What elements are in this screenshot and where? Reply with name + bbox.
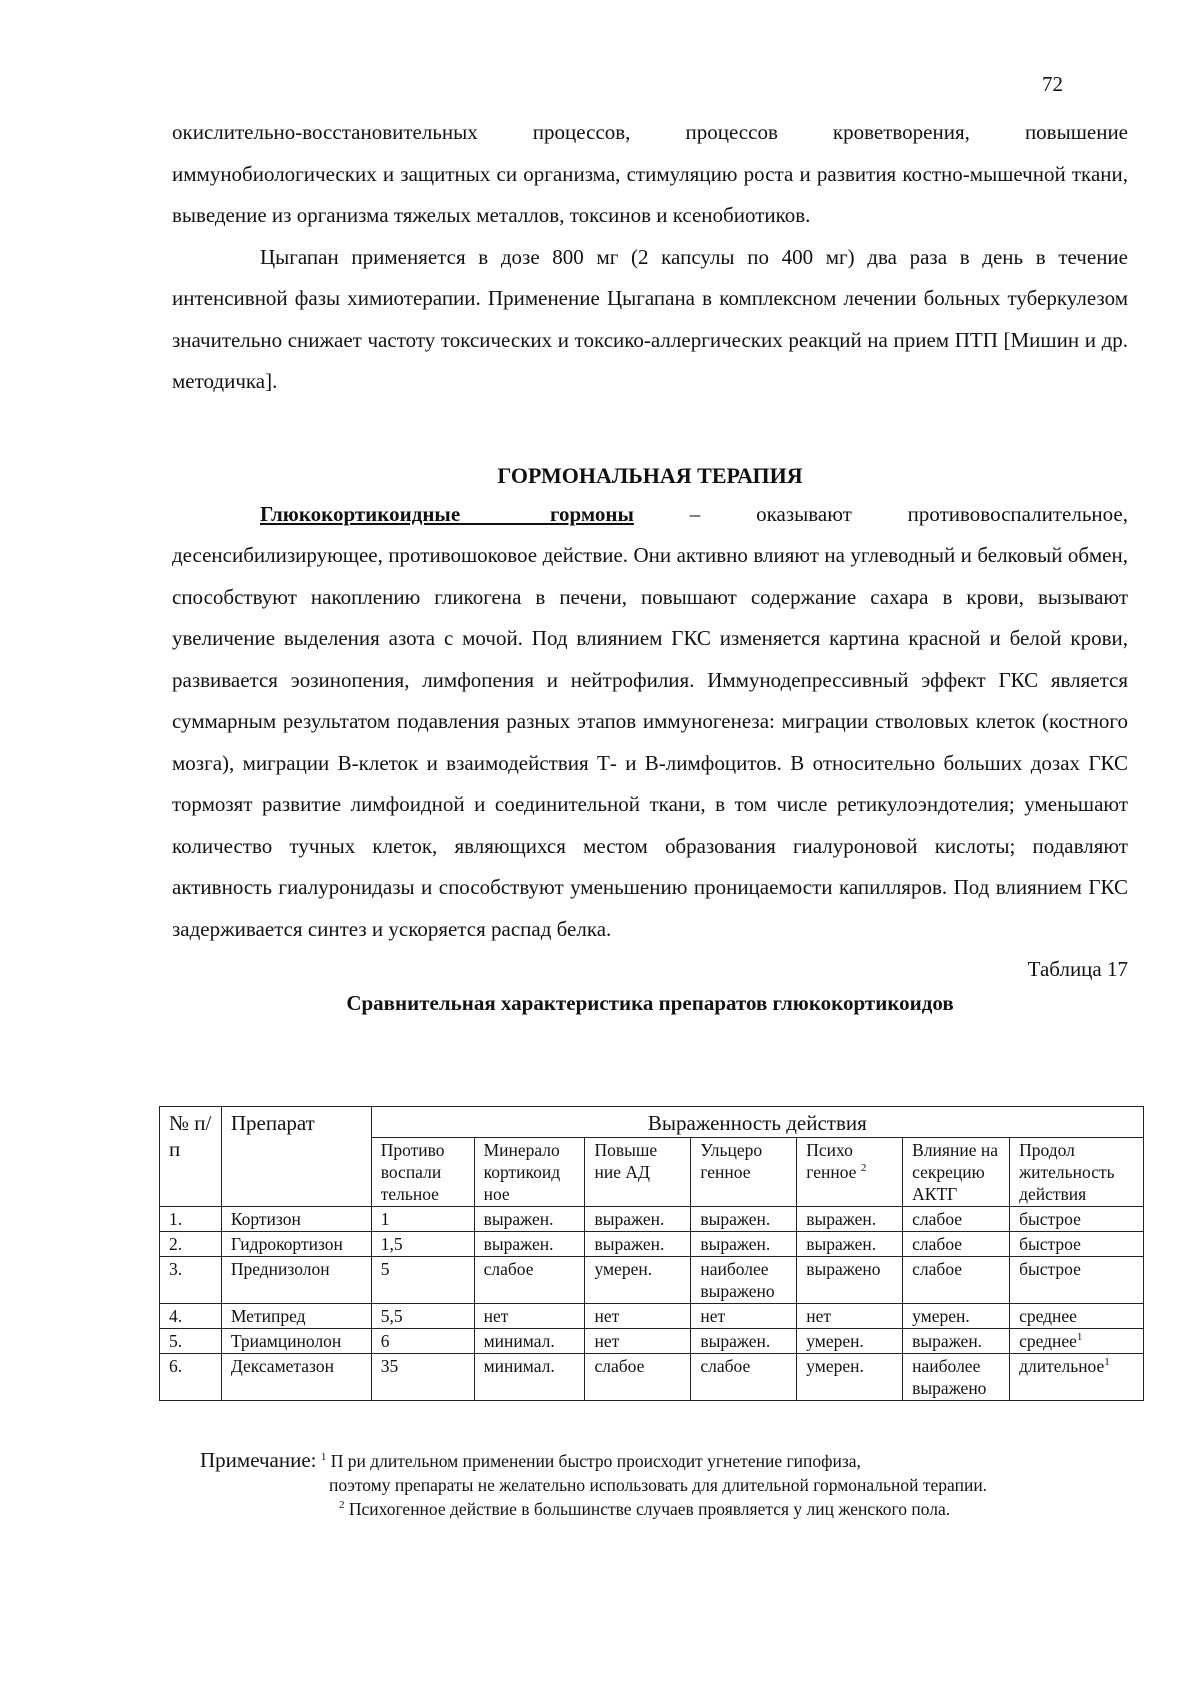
cell-drug-text: Триамцинолон <box>230 1331 342 1351</box>
cell-mineralocorticoid-text: минимал. <box>483 1356 555 1376</box>
cell-blood-pressure-text: нет <box>594 1331 620 1351</box>
cell-ulcerogenic <box>691 1354 797 1401</box>
cell-mineralocorticoid <box>474 1329 585 1354</box>
table-body <box>160 1207 1144 1401</box>
paragraph-glucocorticoids-text: – оказывают противовоспалительное, десенсибилизирующее, противошоковое действие. Они активно влияют на углеводный и белковый обмен, способствуют накоплению гликогена в печени, повышают содержание сахара в крови, вызывают увеличение выделения азота с мочой. Под влиянием ГКС изменяется картина красной и белой крови, развивается эозинопения, лимфопения и нейтрофилия. Иммунодепрессивный эффект ГКС является суммарным результатом подавления разных этапов иммуногенеза: миграции стволовых клеток (костного мозга), миграции В-клеток и взаимодействия Т- и В-лимфоцитов. В относительно больших дозах ГКС тормозят развитие лимфоидной и соединительной ткани, в том числе ретикулоэндотелия; уменьшают количество тучных клеток, являющихся местом образования гиалуроновой кислоты; подавляют активность гиалуронидазы и способствуют уменьшению проницаемости капилляров. Под влиянием ГКС задерживается синтез и ускоряется распад белка. <box>172 501 1128 941</box>
table-label: Таблица 17 <box>1027 957 1128 981</box>
cell-num-text: 4. <box>169 1306 183 1326</box>
cell-blood-pressure-text: слабое <box>594 1356 645 1376</box>
cell-duration-text: быстрое <box>1019 1259 1081 1279</box>
cell-drug-text: Гидрокортизон <box>230 1234 343 1254</box>
cell-drug-text: Кортизон <box>230 1209 301 1229</box>
glucocorticoid-table <box>159 1106 1144 1401</box>
cell-ulcerogenic <box>691 1304 797 1329</box>
note-1-marker: 1 <box>320 1451 327 1464</box>
cell-ulcerogenic-text: выражен. <box>700 1234 771 1254</box>
note-2 <box>200 1497 1140 1521</box>
cell-psychogenic <box>797 1304 903 1329</box>
cell-psychogenic <box>797 1207 903 1232</box>
page-body <box>172 112 1128 1024</box>
header-acth: Влияние на секрецию АКТГ <box>903 1138 1010 1207</box>
footnote-ref-2: 2 <box>860 1162 867 1175</box>
cell-anti-inflammatory <box>371 1329 474 1354</box>
cell-acth-text: слабое <box>912 1234 963 1254</box>
note-1-line-2: поэтому препараты не желательно использовать для длительной гормональной терапии. <box>329 1475 988 1495</box>
cell-duration <box>1010 1257 1144 1304</box>
cell-blood-pressure-text: умерен. <box>594 1259 653 1279</box>
cell-drug <box>221 1329 371 1354</box>
cell-blood-pressure <box>585 1304 691 1329</box>
cell-acth-text: слабое <box>912 1209 963 1229</box>
page-number: 72 <box>1042 72 1063 96</box>
header-action-group: Выраженность действия <box>371 1107 1143 1138</box>
cell-ulcerogenic <box>691 1207 797 1232</box>
cell-ulcerogenic <box>691 1257 797 1304</box>
cell-ulcerogenic-text: слабое <box>700 1356 751 1376</box>
cell-acth-text: умерен. <box>912 1306 970 1326</box>
cell-mineralocorticoid-text: выражен. <box>483 1234 554 1254</box>
cell-anti-inflammatory-text: 35 <box>380 1356 399 1376</box>
cell-drug <box>221 1232 371 1257</box>
cell-num <box>160 1207 222 1232</box>
cell-duration-text: быстрое <box>1019 1209 1081 1229</box>
cell-ulcerogenic <box>691 1232 797 1257</box>
cell-psychogenic <box>797 1354 903 1401</box>
cell-num <box>160 1304 222 1329</box>
cell-anti-inflammatory-text: 5,5 <box>380 1306 403 1326</box>
cell-mineralocorticoid <box>474 1354 585 1401</box>
cell-psychogenic-text: выражен. <box>806 1234 877 1254</box>
footnote-ref-1: 1 <box>1076 1331 1083 1344</box>
cell-blood-pressure-text: выражен. <box>594 1209 665 1229</box>
header-drug: Препарат <box>221 1107 371 1207</box>
cell-psychogenic <box>797 1329 903 1354</box>
cell-num-text: 3. <box>169 1259 183 1279</box>
cell-anti-inflammatory-text: 1,5 <box>380 1234 403 1254</box>
cell-blood-pressure <box>585 1232 691 1257</box>
cell-blood-pressure <box>585 1329 691 1354</box>
cell-blood-pressure-text: выражен. <box>594 1234 665 1254</box>
cell-drug <box>221 1354 371 1401</box>
table-row <box>160 1329 1144 1354</box>
cell-anti-inflammatory <box>371 1354 474 1401</box>
cell-mineralocorticoid-text: слабое <box>483 1259 534 1279</box>
cell-anti-inflammatory-text: 1 <box>380 1209 390 1229</box>
cell-anti-inflammatory-text: 6 <box>380 1331 390 1351</box>
cell-blood-pressure <box>585 1354 691 1401</box>
cell-duration-text: быстрое <box>1019 1234 1081 1254</box>
cell-mineralocorticoid-text: минимал. <box>483 1331 555 1351</box>
cell-duration <box>1010 1304 1144 1329</box>
cell-acth-text: наиболее выражено <box>912 1356 987 1398</box>
cell-ulcerogenic-text: выражен. <box>700 1331 771 1351</box>
cell-num <box>160 1354 222 1401</box>
cell-num-text: 5. <box>169 1331 183 1351</box>
note-2-marker: 2 <box>339 1499 345 1512</box>
cell-mineralocorticoid-text: нет <box>483 1306 509 1326</box>
table-row <box>160 1207 1144 1232</box>
cell-acth-text: выражен. <box>912 1331 983 1351</box>
cell-anti-inflammatory <box>371 1207 474 1232</box>
header-mineralocorticoid: Минерало кортикоид ное <box>474 1138 585 1207</box>
footnote-ref-1: 1 <box>1104 1356 1110 1369</box>
cell-drug <box>221 1304 371 1329</box>
cell-mineralocorticoid <box>474 1257 585 1304</box>
term-glucocorticoid-hormones: Глюкокортикоидные гормоны <box>260 501 634 526</box>
cell-blood-pressure-text: нет <box>594 1306 620 1326</box>
cell-mineralocorticoid <box>474 1304 585 1329</box>
header-ulcerogenic: Ульцеро генное <box>691 1138 797 1207</box>
cell-drug-text: Дексаметазон <box>230 1356 334 1376</box>
table-title: Сравнительная характеристика препаратов глюкокортикоидов <box>346 991 954 1015</box>
header-num: № п/п <box>160 1107 222 1207</box>
cell-acth <box>903 1354 1010 1401</box>
cell-acth <box>903 1329 1010 1354</box>
cell-num <box>160 1232 222 1257</box>
header-duration: Продол жительность действия <box>1010 1138 1144 1207</box>
cell-duration <box>1010 1354 1144 1401</box>
cell-mineralocorticoid-text: выражен. <box>483 1209 554 1229</box>
table-header-row <box>160 1107 1144 1138</box>
cell-num-text: 1. <box>169 1209 183 1229</box>
cell-duration-text: среднее <box>1019 1306 1077 1326</box>
paragraph-cygapan: Цыгапан применяется в дозе 800 мг (2 капсулы по 400 мг) два раза в день в течение интенсивной фазы химиотерапии. Применение Цыгапана в комплексном лечении больных туберкулезом значительно снижает частоту токсических и токсико-аллергических реакций на прием ПТП [Мишин и др. методичка]. <box>172 244 1128 393</box>
cell-acth-text: слабое <box>912 1259 963 1279</box>
note-1-text: П ри длительном применении быстро происходит угнетение гипофиза, <box>330 1451 861 1471</box>
cell-duration-text: длительное <box>1019 1356 1105 1376</box>
cell-psychogenic-text: нет <box>806 1306 832 1326</box>
cell-anti-inflammatory <box>371 1257 474 1304</box>
cell-num-text: 6. <box>169 1356 183 1376</box>
cell-num-text: 2. <box>169 1234 183 1254</box>
header-anti-inflammatory: Противо воспали тельное <box>371 1138 474 1207</box>
note-2-text: Психогенное действие в большинстве случаев проявляется у лиц женского пола. <box>348 1499 951 1519</box>
header-psychogenic <box>797 1138 903 1207</box>
cell-anti-inflammatory-text: 5 <box>380 1259 390 1279</box>
cell-drug <box>221 1207 371 1232</box>
cell-ulcerogenic-text: наиболее выражено <box>700 1259 775 1301</box>
cell-mineralocorticoid <box>474 1207 585 1232</box>
header-psychogenic-text: Психо генное <box>806 1140 857 1182</box>
cell-mineralocorticoid <box>474 1232 585 1257</box>
cell-acth <box>903 1207 1010 1232</box>
cell-acth <box>903 1232 1010 1257</box>
cell-drug-text: Метипред <box>230 1306 306 1326</box>
table-row <box>160 1304 1144 1329</box>
table-notes <box>200 1448 1140 1521</box>
cell-blood-pressure <box>585 1207 691 1232</box>
cell-ulcerogenic-text: выражен. <box>700 1209 771 1229</box>
cell-ulcerogenic-text: нет <box>700 1306 726 1326</box>
header-blood-pressure: Повыше ние АД <box>585 1138 691 1207</box>
cell-psychogenic-text: выражен. <box>806 1209 877 1229</box>
table-row <box>160 1232 1144 1257</box>
table-row <box>160 1257 1144 1304</box>
cell-drug-text: Преднизолон <box>230 1259 330 1279</box>
cell-duration <box>1010 1232 1144 1257</box>
paragraph-glucocorticoids <box>172 494 1128 951</box>
cell-psychogenic-text: умерен. <box>806 1331 864 1351</box>
cell-drug <box>221 1257 371 1304</box>
cell-ulcerogenic <box>691 1329 797 1354</box>
cell-psychogenic <box>797 1232 903 1257</box>
cell-blood-pressure <box>585 1257 691 1304</box>
cell-psychogenic <box>797 1257 903 1304</box>
cell-acth <box>903 1257 1010 1304</box>
cell-num <box>160 1257 222 1304</box>
paragraph-continuation: окислительно-восстановительных процессов, процессов кроветворения, повышение иммунобиологических и защитных си организма, стимуляцию роста и развития костно-мышечной ткани, выведение из организма тяжелых металлов, токсинов и ксенобиотиков. <box>172 120 1128 227</box>
cell-acth <box>903 1304 1010 1329</box>
note-label: Примечание: <box>200 1448 317 1472</box>
cell-anti-inflammatory <box>371 1304 474 1329</box>
table-row <box>160 1354 1144 1401</box>
cell-duration <box>1010 1329 1144 1354</box>
cell-psychogenic-text: выражено <box>806 1259 881 1279</box>
note-1-line-1 <box>200 1448 1140 1473</box>
cell-anti-inflammatory <box>371 1232 474 1257</box>
cell-psychogenic-text: умерен. <box>806 1356 864 1376</box>
section-heading: ГОРМОНАЛЬНАЯ ТЕРАПИЯ <box>497 462 803 488</box>
cell-duration-text: среднее <box>1019 1331 1077 1351</box>
cell-duration <box>1010 1207 1144 1232</box>
cell-num <box>160 1329 222 1354</box>
